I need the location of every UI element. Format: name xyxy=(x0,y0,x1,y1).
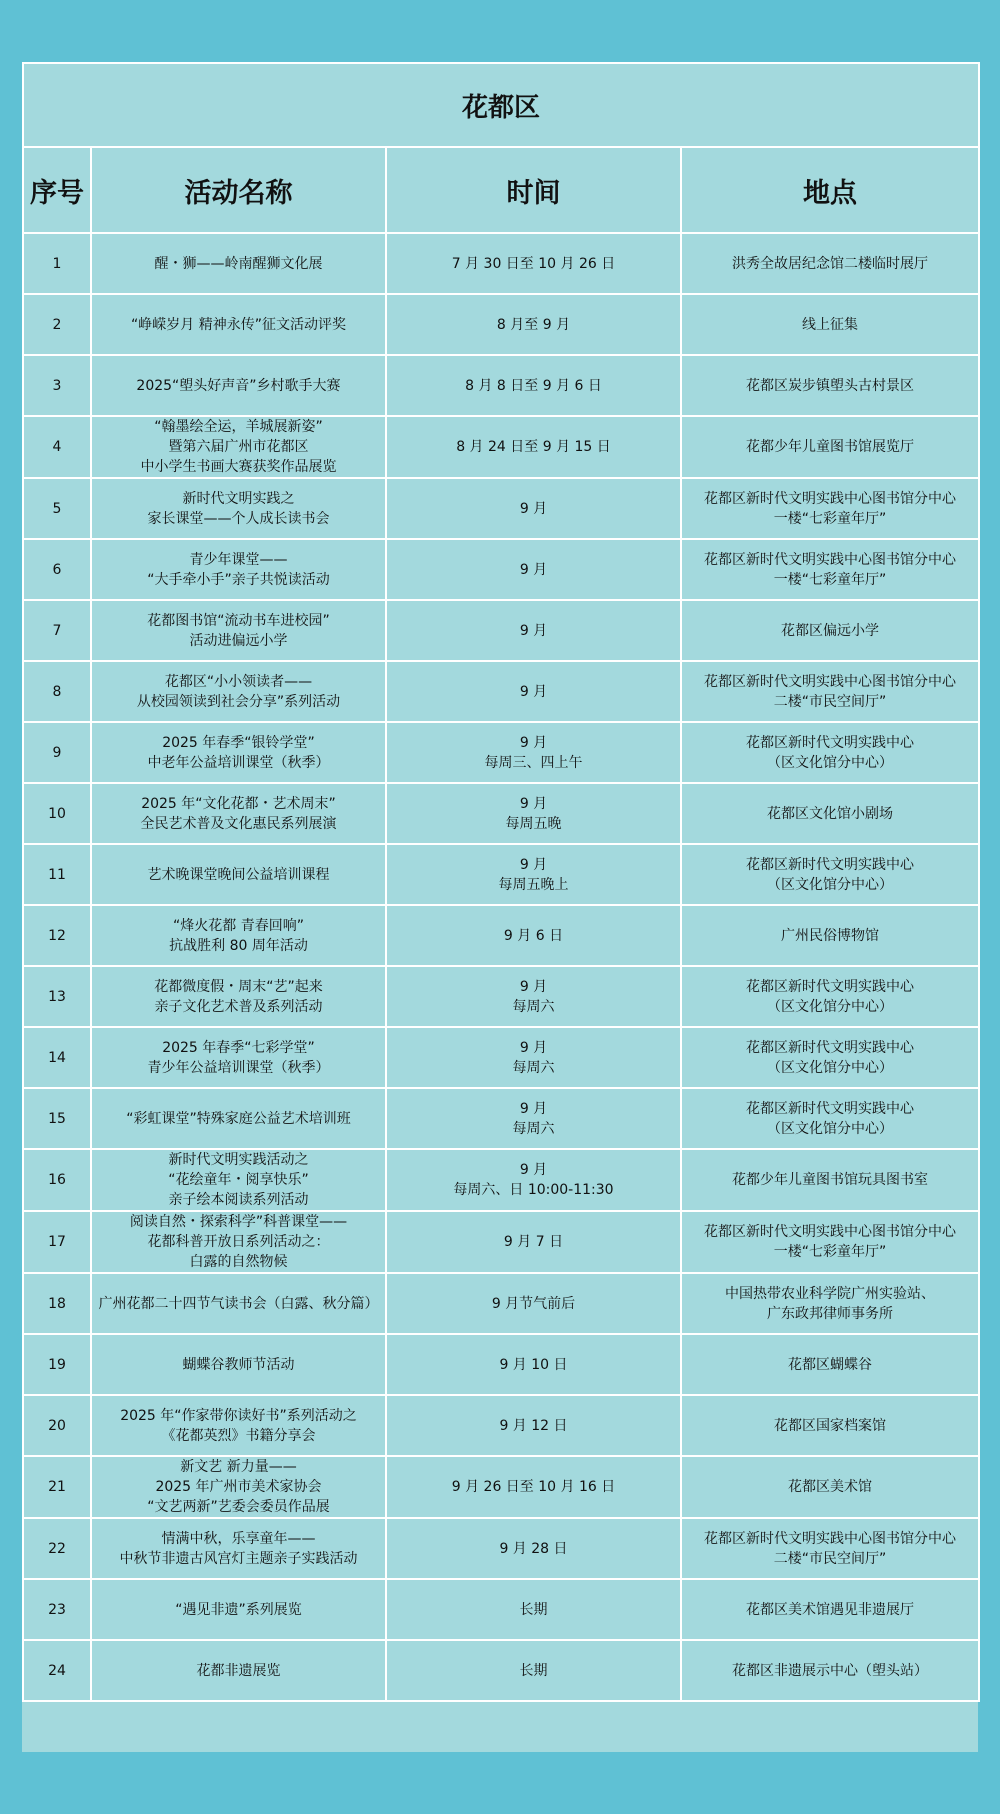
row-number: 21 xyxy=(23,1456,91,1518)
activity-name: “翰墨绘全运，羊城展新姿” 暨第六届广州市花都区 中小学生书画大赛获奖作品展览 xyxy=(91,416,386,478)
table-row xyxy=(23,966,979,1027)
activity-time: 9 月 xyxy=(386,600,681,661)
activity-location: 花都区国家档案馆 xyxy=(681,1395,979,1456)
activity-location: 线上征集 xyxy=(681,294,979,355)
table-row xyxy=(23,416,979,478)
table-row xyxy=(23,1027,979,1088)
table-row xyxy=(23,844,979,905)
activity-location: 花都区炭步镇塱头古村景区 xyxy=(681,355,979,416)
activity-name: 2025 年“作家带你读好书”系列活动之 《花都英烈》书籍分享会 xyxy=(91,1395,386,1456)
activity-location: 花都区文化馆小剧场 xyxy=(681,783,979,844)
activity-location: 花都区新时代文明实践中心图书馆分中心 二楼“市民空间厅” xyxy=(681,1518,979,1579)
activity-location: 花都少年儿童图书馆玩具图书室 xyxy=(681,1149,979,1211)
table-row xyxy=(23,355,979,416)
table-row xyxy=(23,478,979,539)
activity-time: 9 月 28 日 xyxy=(386,1518,681,1579)
activity-name: 新时代文明实践活动之 “花绘童年・阅享快乐” 亲子绘本阅读系列活动 xyxy=(91,1149,386,1211)
activity-time: 9 月 6 日 xyxy=(386,905,681,966)
activity-location: 花都区蝴蝶谷 xyxy=(681,1334,979,1395)
activity-name: 阅读自然・探索科学”科普课堂—— 花都科普开放日系列活动之： 白露的自然物候 xyxy=(91,1211,386,1273)
activity-time: 9 月 xyxy=(386,539,681,600)
bottom-band xyxy=(0,1752,1000,1814)
table-body xyxy=(23,233,979,1701)
table-row xyxy=(23,1518,979,1579)
activity-time: 9 月节气前后 xyxy=(386,1273,681,1334)
row-number: 13 xyxy=(23,966,91,1027)
row-number: 4 xyxy=(23,416,91,478)
activity-location: 花都区新时代文明实践中心 （区文化馆分中心） xyxy=(681,966,979,1027)
table-title: 花都区 xyxy=(23,63,979,147)
table-row xyxy=(23,1273,979,1334)
table-row xyxy=(23,539,979,600)
row-number: 8 xyxy=(23,661,91,722)
header-time: 时间 xyxy=(386,147,681,233)
row-number: 6 xyxy=(23,539,91,600)
row-number: 18 xyxy=(23,1273,91,1334)
activity-name: 蝴蝶谷教师节活动 xyxy=(91,1334,386,1395)
activity-time: 8 月至 9 月 xyxy=(386,294,681,355)
activity-time: 9 月 xyxy=(386,478,681,539)
activity-location: 花都区非遗展示中心（塱头站） xyxy=(681,1640,979,1701)
activity-name: 广州花都二十四节气读书会（白露、秋分篇） xyxy=(91,1273,386,1334)
row-number: 14 xyxy=(23,1027,91,1088)
activity-name: 2025 年“文化花都・艺术周末” 全民艺术普及文化惠民系列展演 xyxy=(91,783,386,844)
table-row xyxy=(23,1211,979,1273)
row-number: 1 xyxy=(23,233,91,294)
activity-time: 9 月 每周三、四上午 xyxy=(386,722,681,783)
header-location: 地点 xyxy=(681,147,979,233)
activity-name: 2025 年春季“七彩学堂” 青少年公益培训课堂（秋季） xyxy=(91,1027,386,1088)
activity-location: 花都区新时代文明实践中心图书馆分中心 一楼“七彩童年厅” xyxy=(681,478,979,539)
table-row xyxy=(23,783,979,844)
events-table xyxy=(22,62,980,1702)
row-number: 3 xyxy=(23,355,91,416)
row-number: 22 xyxy=(23,1518,91,1579)
row-number: 17 xyxy=(23,1211,91,1273)
activity-time: 8 月 8 日至 9 月 6 日 xyxy=(386,355,681,416)
activity-time: 9 月 每周五晚上 xyxy=(386,844,681,905)
activity-time: 9 月 10 日 xyxy=(386,1334,681,1395)
activity-location: 花都区美术馆 xyxy=(681,1456,979,1518)
activity-time: 7 月 30 日至 10 月 26 日 xyxy=(386,233,681,294)
table-row xyxy=(23,905,979,966)
activity-location: 花都区新时代文明实践中心图书馆分中心 一楼“七彩童年厅” xyxy=(681,539,979,600)
row-number: 12 xyxy=(23,905,91,966)
table-row xyxy=(23,1149,979,1211)
activity-name: 艺术晚课堂晚间公益培训课程 xyxy=(91,844,386,905)
activity-location: 中国热带农业科学院广州实验站、 广东政邦律师事务所 xyxy=(681,1273,979,1334)
activity-name: 情满中秋，乐享童年—— 中秋节非遗古风宫灯主题亲子实践活动 xyxy=(91,1518,386,1579)
table-row xyxy=(23,1395,979,1456)
activity-time: 9 月 每周六 xyxy=(386,966,681,1027)
activity-time: 长期 xyxy=(386,1640,681,1701)
activity-name: 醒・狮——岭南醒狮文化展 xyxy=(91,233,386,294)
activity-name: 2025 年春季“银铃学堂” 中老年公益培训课堂（秋季） xyxy=(91,722,386,783)
table-row xyxy=(23,722,979,783)
activity-name: 青少年课堂—— “大手牵小手”亲子共悦读活动 xyxy=(91,539,386,600)
activity-name: “峥嵘岁月 精神永传”征文活动评奖 xyxy=(91,294,386,355)
row-number: 10 xyxy=(23,783,91,844)
activity-time: 9 月 每周六 xyxy=(386,1088,681,1149)
activity-location: 洪秀全故居纪念馆二楼临时展厅 xyxy=(681,233,979,294)
table-row xyxy=(23,1088,979,1149)
row-number: 9 xyxy=(23,722,91,783)
row-number: 5 xyxy=(23,478,91,539)
row-number: 24 xyxy=(23,1640,91,1701)
table-row xyxy=(23,294,979,355)
activity-name: 2025“塱头好声音”乡村歌手大赛 xyxy=(91,355,386,416)
table-row xyxy=(23,1456,979,1518)
table-row xyxy=(23,661,979,722)
activity-location: 花都区美术馆遇见非遗展厅 xyxy=(681,1579,979,1640)
table-row xyxy=(23,1640,979,1701)
activity-location: 广州民俗博物馆 xyxy=(681,905,979,966)
top-band xyxy=(0,0,1000,62)
row-number: 19 xyxy=(23,1334,91,1395)
activity-location: 花都区新时代文明实践中心 （区文化馆分中心） xyxy=(681,1088,979,1149)
activity-name: 新时代文明实践之 家长课堂——个人成长读书会 xyxy=(91,478,386,539)
activity-location: 花都少年儿童图书馆展览厅 xyxy=(681,416,979,478)
row-number: 16 xyxy=(23,1149,91,1211)
activity-time: 9 月 xyxy=(386,661,681,722)
row-number: 20 xyxy=(23,1395,91,1456)
header-activity-name: 活动名称 xyxy=(91,147,386,233)
row-number: 2 xyxy=(23,294,91,355)
activity-time: 9 月 7 日 xyxy=(386,1211,681,1273)
activity-location: 花都区新时代文明实践中心图书馆分中心 一楼“七彩童年厅” xyxy=(681,1211,979,1273)
activity-name: 花都图书馆“流动书车进校园” 活动进偏远小学 xyxy=(91,600,386,661)
activity-name: 新文艺 新力量—— 2025 年广州市美术家协会 “文艺两新”艺委会委员作品展 xyxy=(91,1456,386,1518)
activity-time: 长期 xyxy=(386,1579,681,1640)
activity-name: 花都非遗展览 xyxy=(91,1640,386,1701)
table-row xyxy=(23,1334,979,1395)
activity-name: “彩虹课堂”特殊家庭公益艺术培训班 xyxy=(91,1088,386,1149)
activity-location: 花都区偏远小学 xyxy=(681,600,979,661)
activity-time: 9 月 12 日 xyxy=(386,1395,681,1456)
activity-time: 9 月 每周五晚 xyxy=(386,783,681,844)
activity-name: “遇见非遗”系列展览 xyxy=(91,1579,386,1640)
activity-location: 花都区新时代文明实践中心图书馆分中心 二楼“市民空间厅” xyxy=(681,661,979,722)
table-row xyxy=(23,1579,979,1640)
activity-time: 9 月 每周六、日 10:00-11:30 xyxy=(386,1149,681,1211)
table-row xyxy=(23,233,979,294)
row-number: 23 xyxy=(23,1579,91,1640)
row-number: 15 xyxy=(23,1088,91,1149)
activity-location: 花都区新时代文明实践中心 （区文化馆分中心） xyxy=(681,1027,979,1088)
row-number: 11 xyxy=(23,844,91,905)
activity-location: 花都区新时代文明实践中心 （区文化馆分中心） xyxy=(681,722,979,783)
activity-name: “烽火花都 青春回响” 抗战胜利 80 周年活动 xyxy=(91,905,386,966)
activity-time: 9 月 每周六 xyxy=(386,1027,681,1088)
activity-name: 花都区“小小领读者—— 从校园领读到社会分享”系列活动 xyxy=(91,661,386,722)
table-row xyxy=(23,600,979,661)
activity-name: 花都微度假・周末“艺”起来 亲子文化艺术普及系列活动 xyxy=(91,966,386,1027)
row-number: 7 xyxy=(23,600,91,661)
activity-time: 9 月 26 日至 10 月 16 日 xyxy=(386,1456,681,1518)
activity-time: 8 月 24 日至 9 月 15 日 xyxy=(386,416,681,478)
header-number: 序号 xyxy=(23,147,91,233)
activity-location: 花都区新时代文明实践中心 （区文化馆分中心） xyxy=(681,844,979,905)
